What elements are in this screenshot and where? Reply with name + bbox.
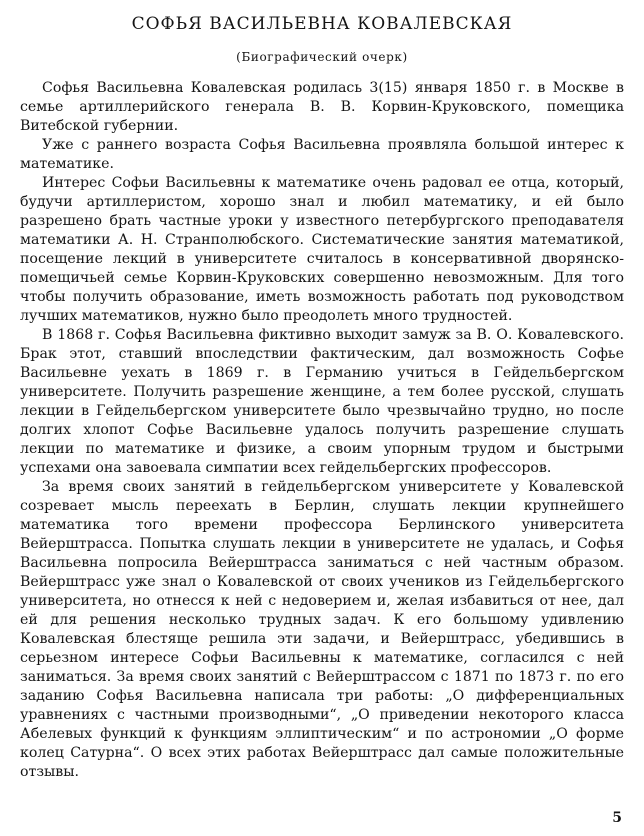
page-subtitle: (Биографический очерк) <box>236 50 408 64</box>
page-number: 5 <box>612 810 622 826</box>
paragraph: Уже с раннего возраста Софья Васильевна проявляла большой интерес к математике. <box>20 137 624 172</box>
page-title: СОФЬЯ ВАСИЛЬЕВНА КОВАЛЕВСКАЯ <box>131 14 513 34</box>
paragraph: За время своих занятий в гейдельбергском университете у Ковалевской созревает мысль переехать в Берлин, слушать лекции крупнейшего математика того времени профессора Берлинского университета Вейерштрасса. Попытка слушать лекции в университете не удалась, и Софья Васильевна попросила Вейерштрасса заниматься с ней частным образом. Вейерштрасс уже знал о Ковалевской от своих учеников из Гейдельбергского университета, но отнесся к ней с недоверием и, желая избавиться от нее, дал ей для решения несколько трудных задач. К его большому удивлению Ковалевская блестяще решила эти задачи, и Вейерштрасс, убедившись в серьезном интересе Софьи Васильевны к математике, согласился с ней заниматься. За время своих занятий с Вейерштрассом с 1871 по 1873 г. по его заданию Софья Васильевна написала три работы: „О дифференциальных уравнениях с частными производными“, „О приведении некоторого класса Абелевых функций к функциям эллиптическим“ и по астрономии „О форме колец Сатурна“. О всех этих работах Вейерштрасс дал самые положительные отзывы. <box>20 479 624 780</box>
paragraph: В 1868 г. Софья Васильевна фиктивно выходит замуж за В. О. Ковалевского. Брак этот, ставший впоследствии фактическим, дал возможность Софье Васильевне уехать в 1869 г. в Германию учиться в Гейдельбергском университете. Получить разрешение женщине, а тем более русской, слушать лекции в Гейдельбергском университете было чрезвычайно трудно, но после долгих хлопот Софье Васильевне удалось получить разрешение слушать лекции по математике и физике, а своим упорным трудом и быстрыми успехами она завоевала симпатии всех гейдельбергских профессоров. <box>20 327 624 476</box>
paragraph: Интерес Софьи Васильевны к математике очень радовал ее отца, который, будучи артиллеристом, хорошо знал и любил математику, и ей было разрешено брать частные уроки у известного петербургского преподавателя математики А. Н. Странполюбского. Систематические занятия математикой, посещение лекций в университете считалось в консервативной дворянско-помещичьей семье Корвин-Круковских совершенно невозможным. Для того чтобы получить образование, иметь возможность работать под руководством лучших математиков, нужно было преодолеть много трудностей. <box>20 175 624 324</box>
body-text <box>20 79 624 782</box>
paragraph: Софья Васильевна Ковалевская родилась 3(15) января 1850 г. в Москве в семье артиллерийского генерала В. В. Корвин-Круковского, помещика Витебской губернии. <box>20 80 624 134</box>
